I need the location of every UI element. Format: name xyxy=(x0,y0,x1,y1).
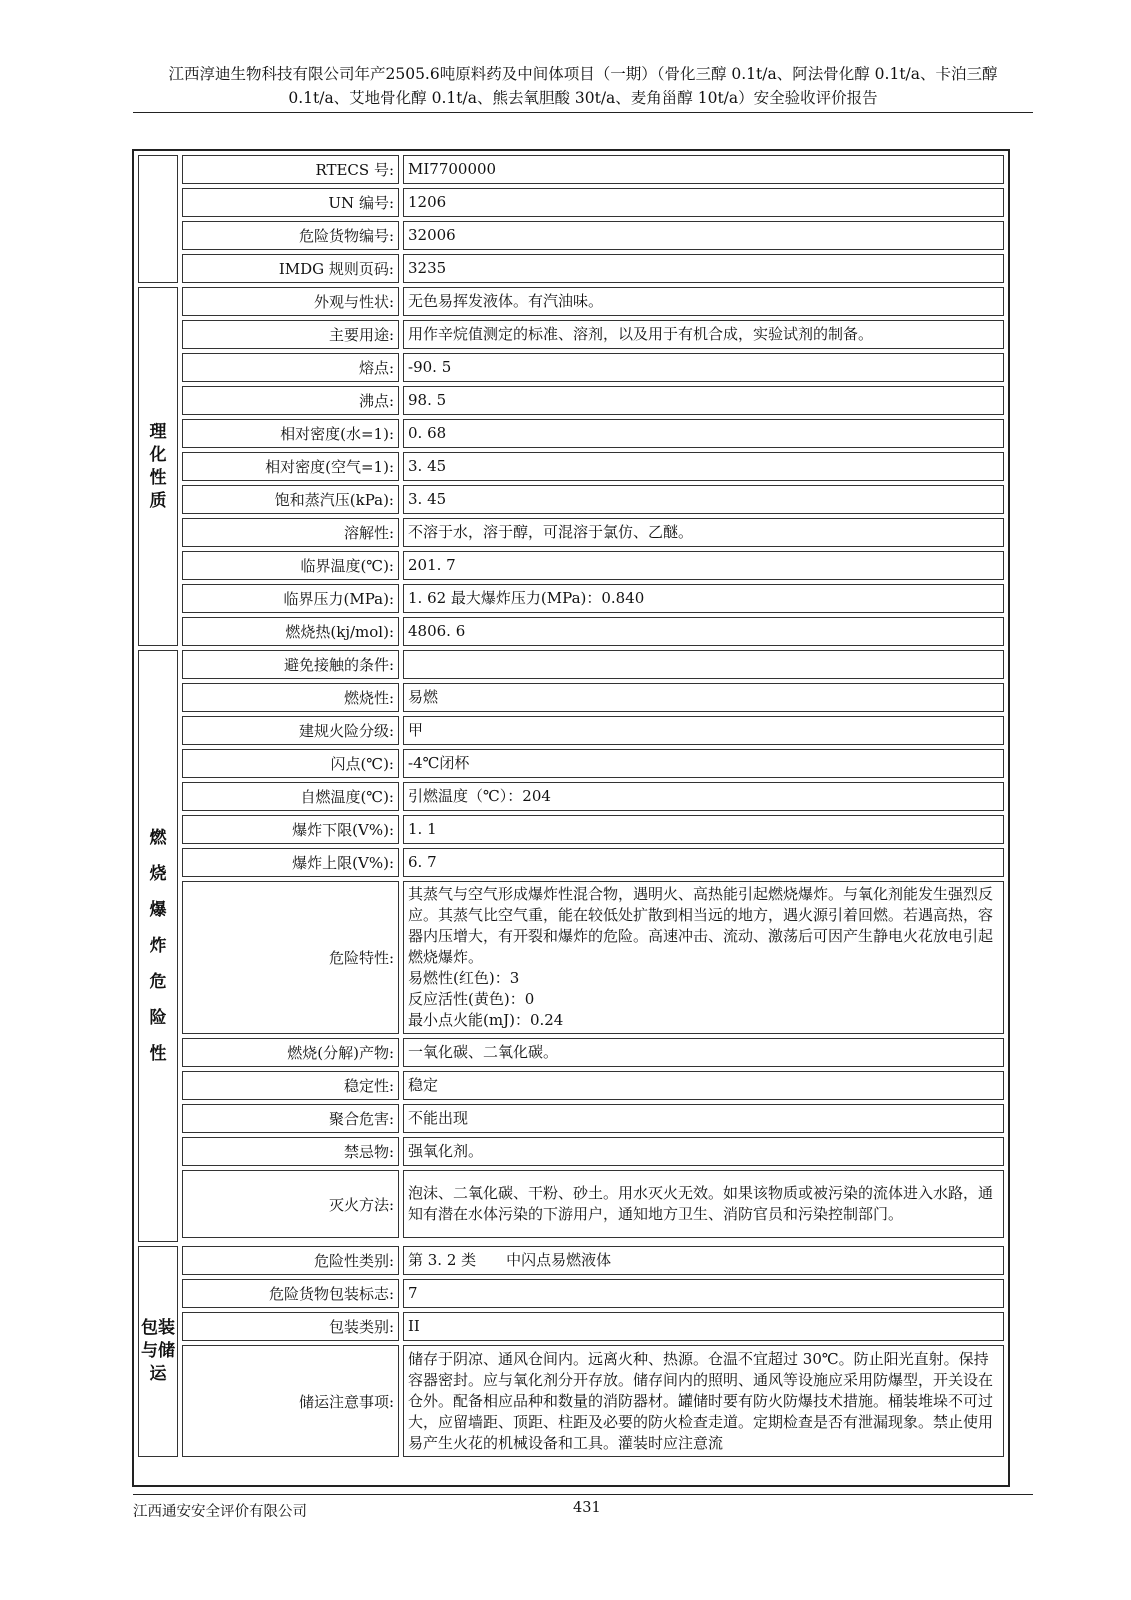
row-label: 主要用途: xyxy=(182,320,399,349)
row-value: 引燃温度（℃）：204 xyxy=(403,782,1004,811)
row-value: 不能出现 xyxy=(403,1104,1004,1133)
flammability-rating: 易燃性(红色)：3 xyxy=(408,969,520,987)
fire-fighting-method: 泡沫、二氧化碳、干粉、砂土。用水灭火无效。如果该物质或被污染的流体进入水路，通知有潜在水体污染的下游用户，通知地方卫生、消防官员和污染控制部门。 xyxy=(403,1170,1004,1238)
row-value: 1. 62 最大爆炸压力(MPa)：0.840 xyxy=(403,584,1004,613)
row-label: UN 编号: xyxy=(182,188,399,217)
table-row xyxy=(138,155,1004,184)
row-label: 燃烧热(kj/mol): xyxy=(182,617,399,646)
category-packaging-storage: 包装 与储 运 xyxy=(138,1246,178,1457)
row-label: 建规火险分级: xyxy=(182,716,399,745)
table-row xyxy=(138,452,1004,481)
row-value: 强氧化剂。 xyxy=(403,1137,1004,1166)
footer-divider xyxy=(133,1494,1033,1495)
header-line-1: 江西淳迪生物科技有限公司年产2505.6吨原料药及中间体项目（一期）（骨化三醇 0.1t/a、阿法骨化醇 0.1t/a、卡泊三醇 xyxy=(168,65,998,83)
row-label: 危险货物包装标志: xyxy=(182,1279,399,1308)
table-row-hazard xyxy=(138,881,1004,1034)
row-value: 0. 68 xyxy=(403,419,1004,448)
table-row xyxy=(138,749,1004,778)
header-line-2: 0.1t/a、艾地骨化醇 0.1t/a、熊去氧胆酸 30t/a、麦角甾醇 10t/a）安全验收评价报告 xyxy=(288,89,878,107)
row-value: 用作辛烷值测定的标准、溶剂，以及用于有机合成，实验试剂的制备。 xyxy=(403,320,1004,349)
table-row xyxy=(138,287,1004,316)
page-header xyxy=(133,62,1033,110)
table-row-storage xyxy=(138,1345,1004,1457)
row-label: 禁忌物: xyxy=(182,1137,399,1166)
table-row xyxy=(138,419,1004,448)
msds-table-frame xyxy=(132,149,1010,1487)
row-label: 包装类别: xyxy=(182,1312,399,1341)
table-row xyxy=(138,386,1004,415)
category-fire-explosion: 燃 烧 爆 炸 危 险 性 xyxy=(138,650,178,1242)
row-label: 危险性类别: xyxy=(182,1246,399,1275)
row-value: 一氧化碳、二氧化碳。 xyxy=(403,1038,1004,1067)
row-value: 7 xyxy=(403,1279,1004,1308)
table-row xyxy=(138,518,1004,547)
row-label: 临界压力(MPa): xyxy=(182,584,399,613)
header-divider xyxy=(133,112,1033,113)
table-row xyxy=(138,848,1004,877)
row-value: 易燃 xyxy=(403,683,1004,712)
row-label: 燃烧(分解)产物: xyxy=(182,1038,399,1067)
row-value: 1. 1 xyxy=(403,815,1004,844)
table-row xyxy=(138,320,1004,349)
table-row xyxy=(138,1071,1004,1100)
row-label: 饱和蒸汽压(kPa): xyxy=(182,485,399,514)
page-number: 431 xyxy=(573,1500,601,1516)
table-row xyxy=(138,1312,1004,1341)
row-value: 32006 xyxy=(403,221,1004,250)
table-row xyxy=(138,254,1004,283)
row-value: 3. 45 xyxy=(403,452,1004,481)
row-value: -90. 5 xyxy=(403,353,1004,382)
table-row xyxy=(138,1038,1004,1067)
row-value: 第 3. 2 类 中闪点易燃液体 xyxy=(403,1246,1004,1275)
msds-table xyxy=(134,151,1008,1461)
table-row xyxy=(138,716,1004,745)
category-cell-identifiers xyxy=(138,155,178,283)
row-value: MI7700000 xyxy=(403,155,1004,184)
row-value: 3235 xyxy=(403,254,1004,283)
row-value: 1206 xyxy=(403,188,1004,217)
table-row xyxy=(138,815,1004,844)
row-label: 避免接触的条件: xyxy=(182,650,399,679)
reactivity-rating: 反应活性(黄色)：0 xyxy=(408,990,535,1008)
row-value: 甲 xyxy=(403,716,1004,745)
table-row xyxy=(138,188,1004,217)
table-row xyxy=(138,617,1004,646)
row-label: 危险货物编号: xyxy=(182,221,399,250)
table-row xyxy=(138,782,1004,811)
table-row xyxy=(138,353,1004,382)
row-label: 自燃温度(℃): xyxy=(182,782,399,811)
row-label: 溶解性: xyxy=(182,518,399,547)
row-value: 201. 7 xyxy=(403,551,1004,580)
table-row xyxy=(138,683,1004,712)
table-row xyxy=(138,485,1004,514)
row-label: 燃烧性: xyxy=(182,683,399,712)
table-row xyxy=(138,1137,1004,1166)
table-row xyxy=(138,221,1004,250)
table-row xyxy=(138,551,1004,580)
row-label: IMDG 规则页码: xyxy=(182,254,399,283)
row-label: 危险特性: xyxy=(182,881,399,1034)
row-value: II xyxy=(403,1312,1004,1341)
row-label: 爆炸下限(V%): xyxy=(182,815,399,844)
table-row-fire xyxy=(138,1170,1004,1238)
min-ignition-energy: 最小点火能(mJ)：0.24 xyxy=(408,1011,564,1029)
row-value: 6. 7 xyxy=(403,848,1004,877)
row-label: 外观与性状: xyxy=(182,287,399,316)
row-label: RTECS 号: xyxy=(182,155,399,184)
storage-precautions: 储存于阴凉、通风仓间内。远离火种、热源。仓温不宜超过 30℃。防止阳光直射。保持容器密封。应与氧化剂分开存放。储存间内的照明、通风等设施应采用防爆型，开关设在仓外。配备相应品种和数量的消防器材。罐储时要有防火防爆技术措施。桶装堆垛不可过大，应留墙距、顶距、柱距及必要的防火检查走道。定期检查是否有泄漏现象。禁止使用易产生火花的机械设备和工具。灌装时应注意流 xyxy=(403,1345,1004,1457)
row-label: 聚合危害: xyxy=(182,1104,399,1133)
hazard-text: 其蒸气与空气形成爆炸性混合物，遇明火、高热能引起燃烧爆炸。与氧化剂能发生强烈反应。其蒸气比空气重，能在较低处扩散到相当远的地方，遇火源引着回燃。若遇高热，容器内压增大，有开裂和爆炸的危险。高速冲击、流动、激荡后可因产生静电火花放电引起燃烧爆炸。 xyxy=(408,885,994,966)
row-value: 4806. 6 xyxy=(403,617,1004,646)
row-label: 稳定性: xyxy=(182,1071,399,1100)
table-row xyxy=(138,1104,1004,1133)
row-value: 不溶于水，溶于醇，可混溶于氯仿、乙醚。 xyxy=(403,518,1004,547)
row-value: 稳定 xyxy=(403,1071,1004,1100)
row-value: 无色易挥发液体。有汽油味。 xyxy=(403,287,1004,316)
table-row xyxy=(138,1279,1004,1308)
row-value: 98. 5 xyxy=(403,386,1004,415)
hazard-characteristics xyxy=(403,881,1004,1034)
table-row xyxy=(138,1246,1004,1275)
row-value xyxy=(403,650,1004,679)
row-label: 临界温度(℃): xyxy=(182,551,399,580)
row-label: 闪点(℃): xyxy=(182,749,399,778)
row-value: -4℃闭杯 xyxy=(403,749,1004,778)
row-label: 相对密度(水=1): xyxy=(182,419,399,448)
row-label: 沸点: xyxy=(182,386,399,415)
row-label: 灭火方法: xyxy=(182,1170,399,1238)
table-row xyxy=(138,584,1004,613)
row-value: 3. 45 xyxy=(403,485,1004,514)
table-row xyxy=(138,650,1004,679)
row-label: 相对密度(空气=1): xyxy=(182,452,399,481)
category-physical-chemical: 理 化 性 质 xyxy=(138,287,178,646)
footer-company: 江西通安安全评价有限公司 xyxy=(133,1504,307,1520)
row-label: 储运注意事项: xyxy=(182,1345,399,1457)
row-label: 熔点: xyxy=(182,353,399,382)
row-label: 爆炸上限(V%): xyxy=(182,848,399,877)
